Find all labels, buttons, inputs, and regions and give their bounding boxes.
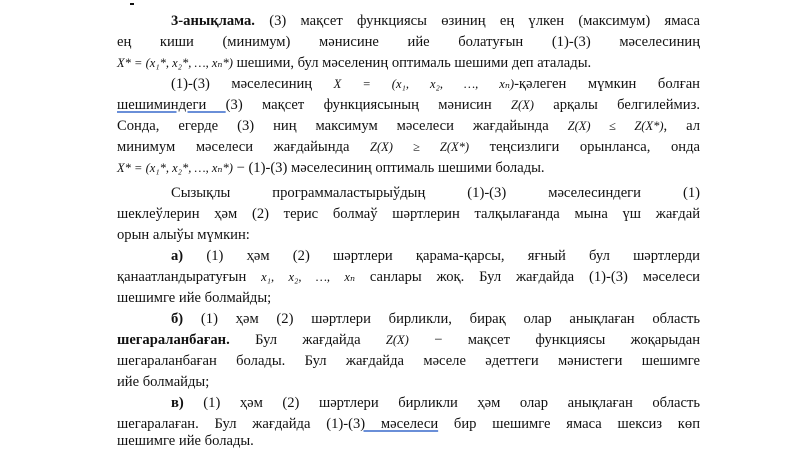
text-line: шеклеўлерин ҳәм (2) терис болмаў шәртлерин талқылағанда мына үш жағдай [117,206,700,222]
formula: Z(X) ≥ Z(X*) [370,140,470,154]
margin-mark [130,3,134,5]
case-label-c: в) [171,395,184,411]
text-line: орын алыўы мүмкин: [117,227,250,243]
definition-title-line: 3-анықлама. (3) мақсет функциясы өзиниң ең үлкен (максимум) ямаса [171,13,700,29]
formula: x₁, x₂, …, xₙ [261,270,356,284]
text-line: шешимге ийе болмайды; [117,290,272,306]
case-label-a: а) [171,248,184,264]
formula: Z(X) [511,98,534,112]
text-line: қанаатландыратуғын x₁, x₂, …, xₙ санлары жоқ. Бул жағдайда (1)-(3) мәселеси [117,269,700,285]
text-line: X* = (x₁*, x₂*, …, xₙ*) шешими, бул мәселениң оптималь шешими деп аталады. [117,55,592,71]
case-b-line: б) (1) ҳәм (2) шәртлери бирликли, бирақ олар анықлаған область [171,311,700,327]
case-c-line: в) (1) ҳәм (2) шәртлери бирликли ҳәм олар анықлаған область [171,395,700,411]
text-line: шегаралаған. Бул жағдайда (1)-(3) мәселеси бир шешимге ямаса шексиз көп [117,416,700,432]
formula: Z(X) [385,333,409,347]
text-line: шегараланбаған. Бул жағдайда Z(X) − мақсет функциясы жоқарыдан [117,332,701,348]
text-line: минимум мәселеси жағдайында Z(X) ≥ Z(X*) теңсизлиги орынланса, онда [117,139,701,155]
formula: X* = (x₁*, x₂*, …, xₙ*) [117,56,233,70]
text-line: шешимге ийе болады. [117,433,254,449]
text-line: X* = (x₁*, x₂*, …, xₙ*) − (1)-(3) мәселесиниң оптималь шешими болады. [117,160,545,176]
text-line: Сызықлы программаластырыўдың (1)-(3) мәселесиндеги (1) [171,185,700,201]
underlined-text: ) мәселеси [360,416,439,432]
case-a-line: а) (1) ҳәм (2) шәртлери қарама-қарсы, яғный бул шәртлерди [171,248,700,264]
definition-title: 3-анықлама. [171,13,255,29]
formula: X* = (x₁*, x₂*, …, xₙ*) [117,161,233,175]
text-line: (1)-(3) мәселесиниң X = (x₁, x₂, …, xₙ)-қәлеген мүмкин болған [171,76,700,92]
text-line: ийе болмайды; [117,374,210,390]
text-line: шегараланбаған болады. Бул жағдайда мәселе әдеттеги мәнистеги шешимге [117,353,700,369]
formula: X = (x₁, x₂, …, xₙ) [333,77,515,91]
formula: Z(X) ≤ Z(X*) [567,119,664,133]
text-line: ең киши (минимум) мәнисине ийе болатуғын (1)-(3) мәселесиниң [117,34,700,50]
bold-term: шегараланбаған. [117,332,230,348]
case-label-b: б) [171,311,184,327]
underlined-text: шешиминдеги [117,97,226,113]
text-line: шешиминдеги (3) мақсет функциясының мәнисин Z(X) арқалы белгилеймиз. [117,97,700,113]
text-line: Сонда, егерде (3) ниң максимум мәселеси жағдайында Z(X) ≤ Z(X*), ал [117,118,701,134]
